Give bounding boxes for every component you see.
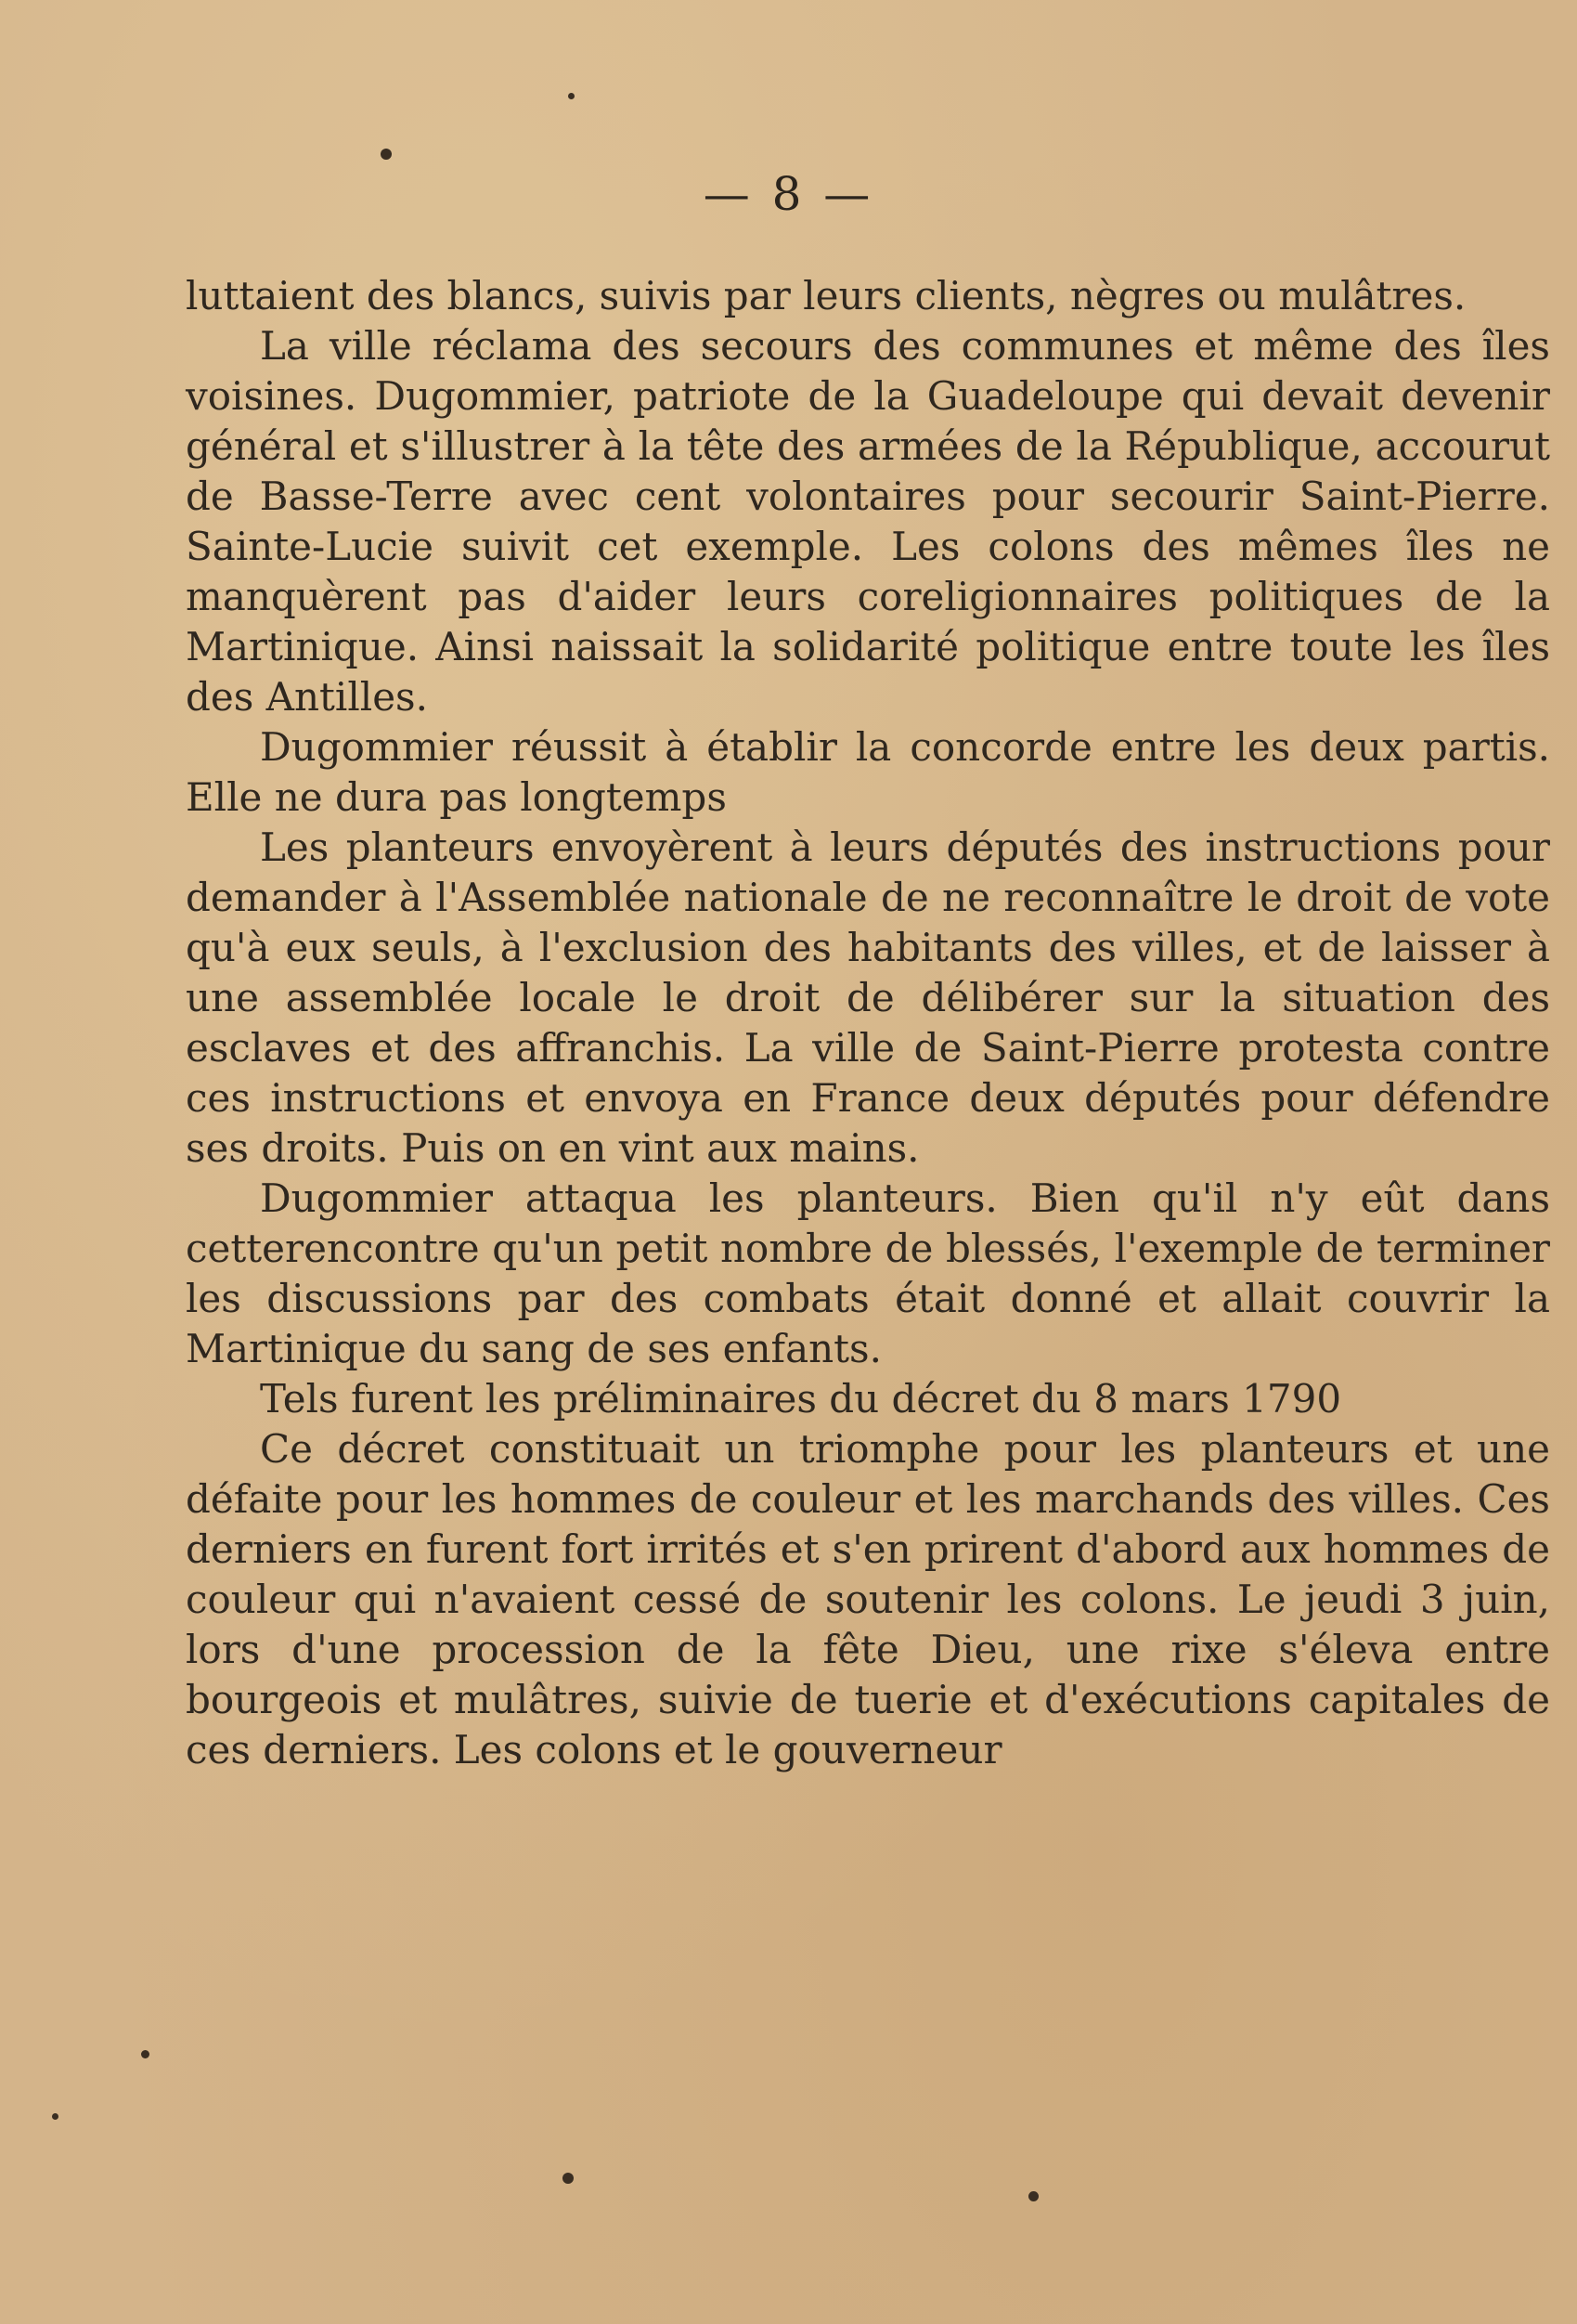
ink-speck [568, 93, 575, 99]
ink-speck [52, 2113, 58, 2120]
ink-speck [1028, 2191, 1039, 2201]
ink-speck [381, 149, 392, 160]
ink-speck [141, 2050, 149, 2058]
paragraph: Dugommier attaqua les planteurs. Bien qu'il n'y eût dans cetterencontre qu'un petit nombre de blessés, l'exemple de terminer les discussions par des combats était donné et allait couvrir la Martinique du sang de ses enfants. [186, 1175, 1550, 1371]
paragraph: Tels furent les préliminaires du décret du 8 mars 1790 [260, 1376, 1342, 1422]
paragraph: Dugommier réussit à établir la concorde entre les deux partis. Elle ne dura pas longtemps [186, 724, 1550, 820]
body-text [186, 271, 1550, 1775]
paragraph: La ville réclama des secours des communes et même des îles voisines. Dugommier, patriote de la Guadeloupe qui devait devenir général et s'illustrer à la tête des armées de la République, accourut de Basse-Terre avec cent volontaires pour secourir Saint-Pierre. Sainte-Lucie suivit cet exemple. Les colons des mêmes îles ne manquèrent pas d'aider leurs coreligionnaires politiques de la Martinique. Ainsi naissait la solidarité politique entre toute les îles des Antilles. [186, 323, 1550, 720]
paragraph: luttaient des blancs, suivis par leurs clients, nègres ou mulâtres. [186, 273, 1467, 318]
paragraph: Ce décret constituait un triomphe pour les planteurs et une défaite pour les hommes de couleur et les marchands des villes. Ces derniers en furent fort irrités et s'en prirent d'abord aux hommes de couleur qui n'avaient cessé de soutenir les colons. Le jeudi 3 juin, lors d'une procession de la fête Dieu, une rixe s'éleva entre bourgeois et mulâtres, suivie de tuerie et d'exécutions capitales de ces derniers. Les colons et le gouverneur [186, 1426, 1550, 1772]
paragraph: Les planteurs envoyèrent à leurs députés des instructions pour demander à l'Assemblée nationale de ne reconnaître le droit de vote qu'à eux seuls, à l'exclusion des habitants des villes, et de laisser à une assemblée locale le droit de délibérer sur la situation des esclaves et des affranchis. La ville de Saint-Pierre protesta contre ces instructions et envoya en France deux députés pour défendre ses droits. Puis on en vint aux mains. [186, 824, 1550, 1171]
ink-speck [562, 2173, 574, 2184]
page-number: — 8 — [703, 167, 874, 221]
